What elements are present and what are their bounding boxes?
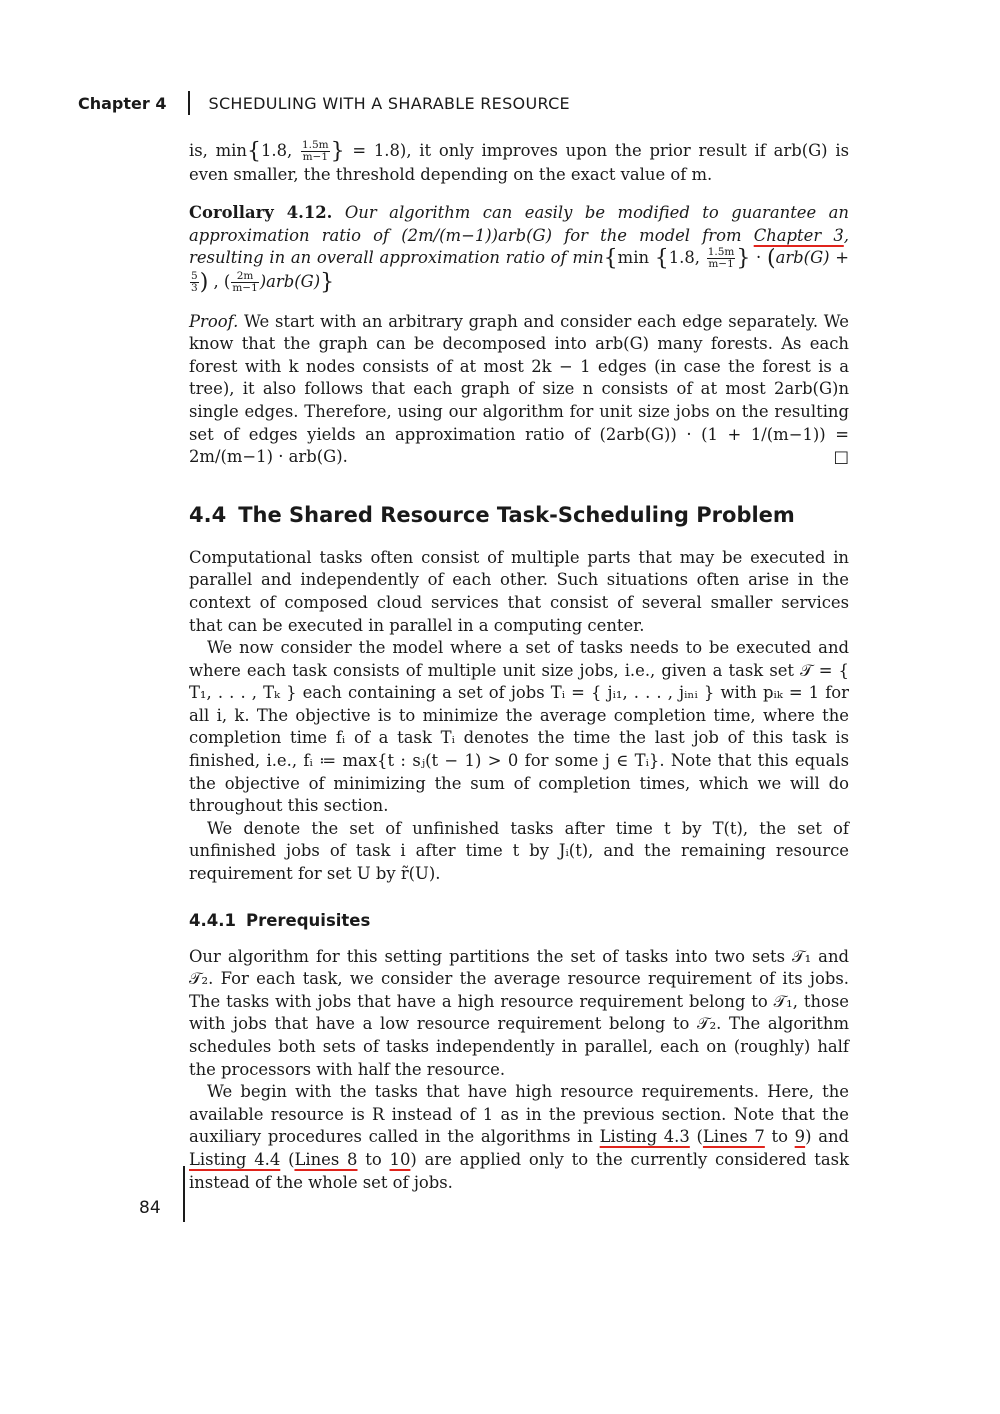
lines-7-link[interactable]: Lines 7 [702, 1127, 765, 1147]
subsection-number: 4.4.1 [189, 910, 236, 930]
chapter-3-link[interactable]: Chapter 3 [753, 225, 844, 245]
paren-open: ( [766, 246, 776, 272]
frac-den: 3 [191, 281, 198, 294]
proof [189, 311, 849, 469]
math-dot: · [750, 248, 767, 268]
qed-symbol: □ [833, 447, 849, 467]
chapter-label: Chapter 4 [78, 93, 167, 113]
footer-divider [183, 1166, 185, 1222]
page-body [189, 140, 849, 1194]
paragraph-text: We begin with the tasks that have high resource requirements. Here, the available resource is R instead of 1 as in the previous section. Note that the auxiliary procedures called in the algorithms in [189, 1082, 849, 1147]
fraction [231, 271, 258, 294]
section-paragraph-2: We now consider the model where a set of tasks needs to be executed and where each task consists of multiple unit size jobs, i.e., given a task set 𝒯 = { T₁, . . . , Tₖ } each containing a set of jobs Tᵢ = { jᵢ₁, . . . , jᵢₙᵢ } with pᵢₖ = 1 for all i, k. The objective is to minimize the average completion time, where the completion time fᵢ of a task Tᵢ denotes the time the last job of this task is finished, i.e., fᵢ ≔ max{t : sⱼ(t − 1) > 0 for some j ∈ Tᵢ}. Note that this equals the objective of minimizing the sum of completion times, which we will do throughout this section. [189, 638, 849, 816]
paren-close: ) [199, 269, 209, 295]
math-value: 1.8, [668, 248, 706, 268]
paragraph-text: to [764, 1127, 795, 1147]
brace-open: { [246, 139, 261, 164]
corollary [189, 202, 849, 294]
page-number: 84 [139, 1198, 161, 1218]
chapter-title: SCHEDULING WITH A SHARABLE RESOURCE [208, 93, 570, 113]
math-sep: , ( [208, 271, 231, 291]
corollary-text: Our algorithm can easily be modified to guarantee an approximation ratio of (2m/(m−1))arb(G) for the model from [189, 203, 849, 245]
page-footer [139, 1166, 185, 1222]
section-heading [189, 501, 849, 529]
subsection-paragraph-1: Our algorithm for this setting partitions the set of tasks into two sets 𝒯₁ and 𝒯₂. For each task, we consider the average resource requirement of its jobs. The tasks with jobs that have a high resource requirement belong to 𝒯₁, those with jobs that have a low resource requirement belong to 𝒯₂. The algorithm schedules both sets of tasks independently in parallel, each on (roughly) half the processors with half the resource. [189, 946, 849, 1079]
brace-open: { [603, 246, 618, 272]
fraction [707, 247, 736, 270]
paragraph-text: ) and [805, 1127, 850, 1147]
section-title: The Shared Resource Task-Scheduling Problem [238, 502, 795, 527]
fraction [190, 271, 199, 294]
lines-8-link[interactable]: Lines 8 [294, 1149, 358, 1169]
proof-text: We start with an arbitrary graph and consider each edge separately. We know that the graph can be decomposed into arb(G) many forests. As each forest with k nodes consists of at most 2k − 1 edges (in case the forest is a tree), it also follows that each graph of size n consists of at most 2arb(G)n single edges. Therefore, using our algorithm for unit size jobs on the resulting set of edges yields an approximation ratio of (2arb(G)) · (1 + 1/(m−1)) = 2m/(m−1) · arb(G). [189, 311, 849, 467]
proof-label: Proof. [189, 311, 239, 331]
line-9-link[interactable]: 9 [794, 1127, 806, 1147]
section-number: 4.4 [189, 502, 227, 527]
frac-den: m−1 [708, 258, 734, 271]
corollary-label: Corollary 4.12. [189, 203, 333, 223]
subsection-title: Prerequisites [245, 910, 371, 930]
brace-close: } [320, 269, 335, 295]
paragraph-text: to [357, 1149, 390, 1169]
paragraph-text: ( [689, 1127, 703, 1147]
running-header [78, 90, 570, 116]
fraction [301, 140, 330, 163]
frac-num: 2m [231, 271, 258, 283]
frac-num: 1.5m [707, 246, 735, 259]
brace-open: { [654, 246, 669, 272]
intro-rest: = 1.8), it only improves upon the prior result if arb(G) is even smaller, the threshold depending on the exact value of m. [189, 141, 849, 184]
corollary-text-2: , resulting in an overall approximation ratio of min [189, 225, 849, 268]
brace-close: } [736, 246, 751, 272]
frac-num: 1.5m [301, 139, 329, 151]
frac-den: m−1 [302, 151, 329, 163]
subsection-heading [189, 910, 849, 932]
paragraph-text: ( [280, 1149, 295, 1169]
math-arb-2: )arb(G) [259, 271, 321, 291]
section-paragraph-3: We denote the set of unfinished tasks after time t by T(t), the set of unfinished jobs of task i after time t by Jᵢ(t), and the remaining resource requirement for set U by r̃(U). [189, 818, 849, 884]
line-10-link[interactable]: 10 [389, 1149, 411, 1169]
brace-close: } [330, 139, 345, 164]
math-arb: arb(G) + [775, 248, 849, 268]
listing-4-4-link[interactable]: Listing 4.4 [189, 1149, 281, 1169]
frac-num: 5 [191, 269, 198, 282]
section-paragraph-1: Computational tasks often consist of multiple parts that may be executed in parallel and independently of each other. Such situations often arise in the context of composed cloud services that consist of several smaller services that can be executed in parallel in a computing center. [189, 547, 849, 635]
listing-4-3-link[interactable]: Listing 4.3 [599, 1127, 690, 1147]
math-min: min [617, 248, 650, 268]
paragraph-text: ) are applied only to the currently considered task instead of the whole set of jobs. [189, 1149, 849, 1192]
intro-prefix: is, min [189, 141, 247, 160]
header-divider [188, 91, 190, 115]
intro-paragraph [189, 140, 849, 186]
subsection-paragraph-2 [189, 1081, 849, 1194]
intro-value: 1.8, [260, 141, 300, 160]
frac-den: m−1 [232, 281, 258, 294]
